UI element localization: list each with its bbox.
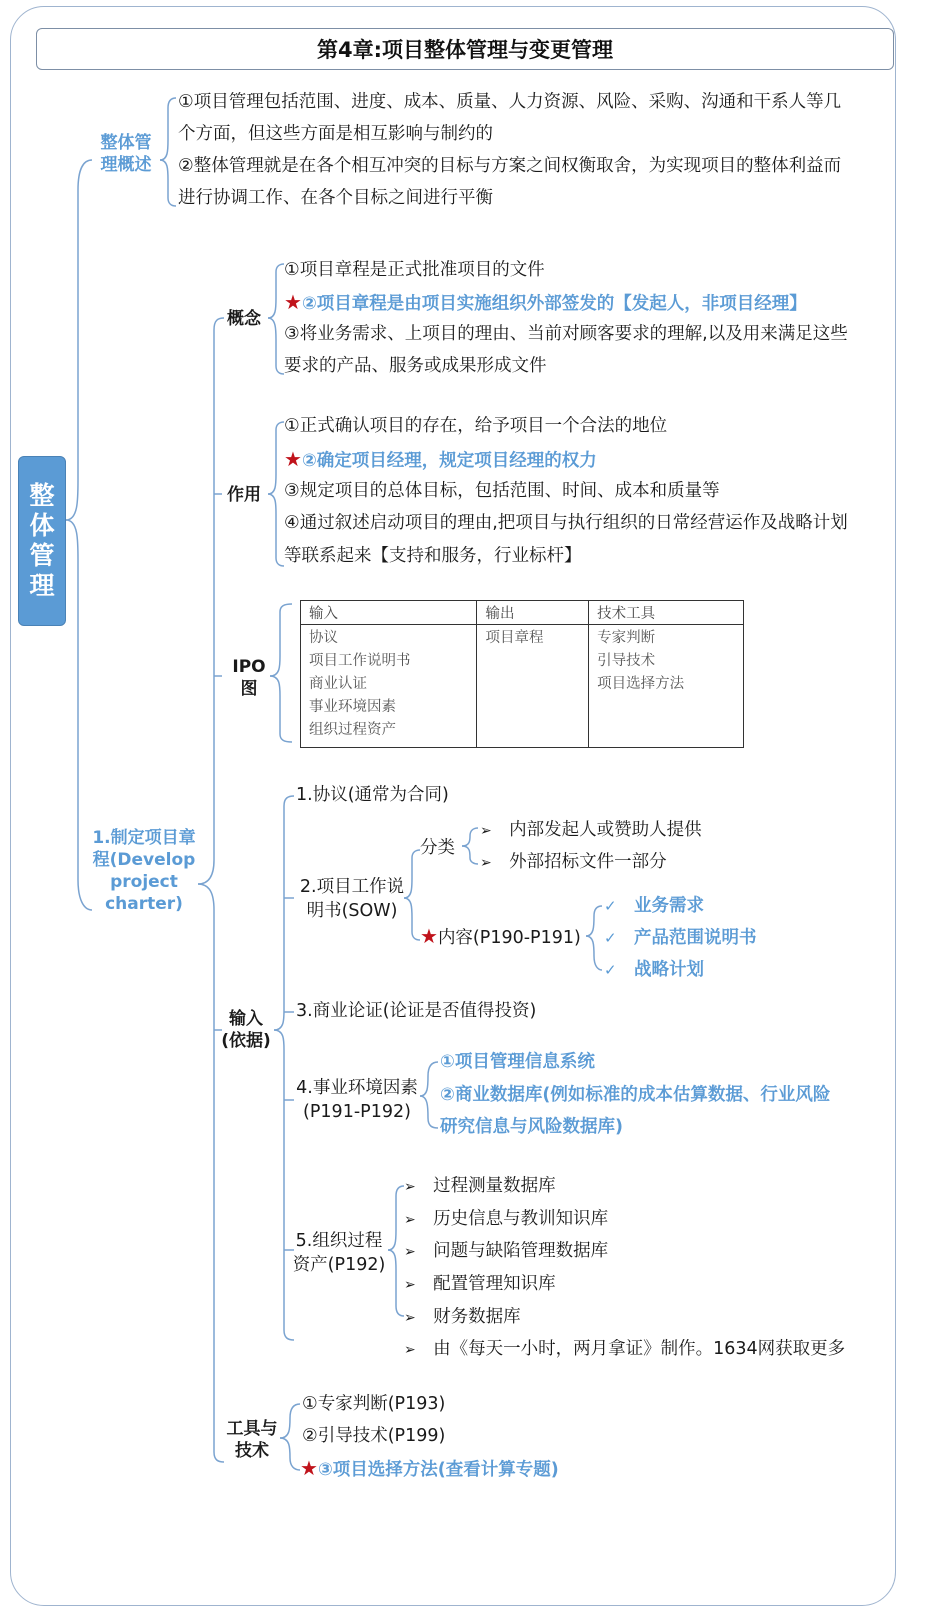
- page-title: 第4章:项目整体管理与变更管理: [36, 28, 894, 70]
- root-char: 整: [29, 481, 55, 510]
- overview-line: ①项目管理包括范围、进度、成本、质量、人力资源、风险、采购、沟通和干系人等几: [178, 92, 842, 112]
- arrow-bullet-icon: ➢: [404, 1179, 416, 1195]
- tools-label: 工具与技术: [226, 1419, 278, 1461]
- ipo-input: 组织过程资产: [309, 722, 396, 738]
- role-item: ④通过叙述启动项目的理由,把项目与执行组织的日常经营运作及战略计划: [284, 513, 848, 533]
- ipo-tool: 项目选择方法: [597, 676, 685, 692]
- concept-item: ③将业务需求、上项目的理由、当前对顾客要求的理解,以及用来满足这些: [284, 324, 848, 344]
- ipo-table: [300, 600, 744, 748]
- opa-text: 过程测量数据库: [433, 1176, 556, 1196]
- tool-item: ①专家判断(P193): [302, 1394, 446, 1414]
- tool-item: ③项目选择方法(查看计算专题): [317, 1460, 559, 1480]
- star-icon: ★: [284, 447, 302, 471]
- ipo-tool: 引导技术: [597, 653, 656, 669]
- sow-content-label-row: [420, 924, 581, 950]
- sow-category-text: 内部发起人或赞助人提供: [509, 820, 702, 840]
- sow-content-item: [604, 894, 704, 918]
- root-char: 理: [29, 571, 55, 600]
- sow-content-text: 业务需求: [634, 896, 704, 916]
- ipo-input: 商业认证: [309, 676, 367, 692]
- sow-category-item: [480, 850, 667, 875]
- opa-label: 5.组织过程资产(P192): [292, 1231, 386, 1275]
- ipo-tool: 专家判断: [597, 630, 656, 646]
- concept-item: 要求的产品、服务或成果形成文件: [284, 356, 547, 376]
- role-item-highlight: [284, 447, 597, 473]
- sow-content-text: 产品范围说明书: [634, 928, 757, 948]
- check-icon: ✓: [604, 929, 617, 947]
- opa-note-text: 由《每天一小时，两月拿证》制作。1634网获取更多: [433, 1339, 846, 1359]
- eef-item: ②商业数据库(例如标准的成本估算数据、行业风险: [440, 1085, 831, 1105]
- ipo-header: 输入: [301, 601, 477, 625]
- overview-label: 整体管理概述: [100, 133, 152, 175]
- input-agreement: 1.协议(通常为合同): [296, 785, 449, 805]
- role-item: ②确定项目经理，规定项目经理的权力: [301, 451, 597, 471]
- ipo-label: IPO图: [232, 657, 266, 699]
- concept-item-highlight: [284, 290, 807, 316]
- sow-content-item: [604, 958, 704, 982]
- role-item: ③规定项目的总体目标，包括范围、时间、成本和质量等: [284, 481, 720, 501]
- overview-line: ②整体管理就是在各个相互冲突的目标与方案之间权衡取舍，为实现项目的整体利益而: [178, 156, 842, 176]
- sow-category-label: 分类: [420, 838, 455, 858]
- sow-content-label: 内容(P190-P191): [437, 928, 581, 948]
- eef-item: 研究信息与风险数据库): [440, 1117, 623, 1137]
- sow-category-item: [480, 818, 702, 843]
- concept-item: ①项目章程是正式批准项目的文件: [284, 260, 545, 280]
- ipo-header: 输出: [477, 601, 589, 625]
- ipo-outputs-cell: [477, 625, 589, 748]
- root-char: 体: [29, 511, 55, 540]
- opa-item: [404, 1305, 521, 1330]
- charter-label: 1.制定项目章程(Develop project charter): [92, 828, 196, 914]
- check-icon: ✓: [604, 961, 617, 979]
- overview-line: 进行协调工作、在各个目标之间进行平衡: [178, 188, 493, 208]
- sow-content-item: [604, 926, 757, 950]
- eef-item: ①项目管理信息系统: [440, 1052, 595, 1072]
- sow-category-text: 外部招标文件一部分: [509, 852, 667, 872]
- star-icon: ★: [420, 924, 438, 948]
- sow-label: 2.项目工作说明书(SOW): [299, 877, 405, 921]
- concept-item: ②项目章程是由项目实施组织外部签发的【发起人，非项目经理】: [301, 294, 807, 314]
- input-business-case: 3.商业论证(论证是否值得投资): [296, 1001, 537, 1021]
- eef-label: 4.事业环境因素(P191-P192): [296, 1078, 418, 1122]
- inputs-label: 输入(依据): [221, 1009, 271, 1051]
- tool-item-highlight: [300, 1456, 559, 1482]
- ipo-tools-cell: [589, 625, 744, 748]
- opa-text: 配置管理知识库: [433, 1274, 556, 1294]
- ipo-inputs-cell: [301, 625, 477, 748]
- opa-note: [404, 1337, 845, 1362]
- opa-item: [404, 1207, 608, 1232]
- opa-text: 财务数据库: [433, 1307, 521, 1327]
- tool-item: ②引导技术(P199): [302, 1426, 446, 1446]
- ipo-input: 项目工作说明书: [309, 653, 411, 669]
- arrow-bullet-icon: ➢: [404, 1310, 416, 1326]
- opa-item: [404, 1272, 556, 1297]
- root-node: [18, 456, 66, 626]
- arrow-bullet-icon: ➢: [404, 1277, 416, 1293]
- overview-line: 个方面，但这些方面是相互影响与制约的: [178, 124, 493, 144]
- role-item: ①正式确认项目的存在，给予项目一个合法的地位: [284, 416, 668, 436]
- arrow-bullet-icon: ➢: [404, 1212, 416, 1228]
- opa-item: [404, 1174, 556, 1199]
- role-label: 作用: [227, 485, 261, 505]
- concept-label: 概念: [227, 309, 261, 329]
- check-icon: ✓: [604, 897, 617, 915]
- arrow-bullet-icon: ➢: [404, 1244, 416, 1260]
- sow-content-text: 战略计划: [634, 960, 704, 980]
- ipo-input: 协议: [309, 630, 338, 646]
- arrow-bullet-icon: ➢: [480, 855, 492, 871]
- opa-text: 问题与缺陷管理数据库: [433, 1241, 609, 1261]
- opa-text: 历史信息与教训知识库: [433, 1209, 609, 1229]
- ipo-input: 事业环境因素: [309, 699, 396, 715]
- root-char: 管: [29, 541, 55, 570]
- ipo-output: 项目章程: [485, 630, 544, 646]
- opa-item: [404, 1239, 608, 1264]
- star-icon: ★: [300, 1456, 318, 1480]
- arrow-bullet-icon: ➢: [404, 1342, 416, 1358]
- star-icon: ★: [284, 290, 302, 314]
- arrow-bullet-icon: ➢: [480, 823, 492, 839]
- ipo-header: 技术工具: [589, 601, 744, 625]
- role-item: 等联系起来【支持和服务，行业标杆】: [284, 546, 582, 566]
